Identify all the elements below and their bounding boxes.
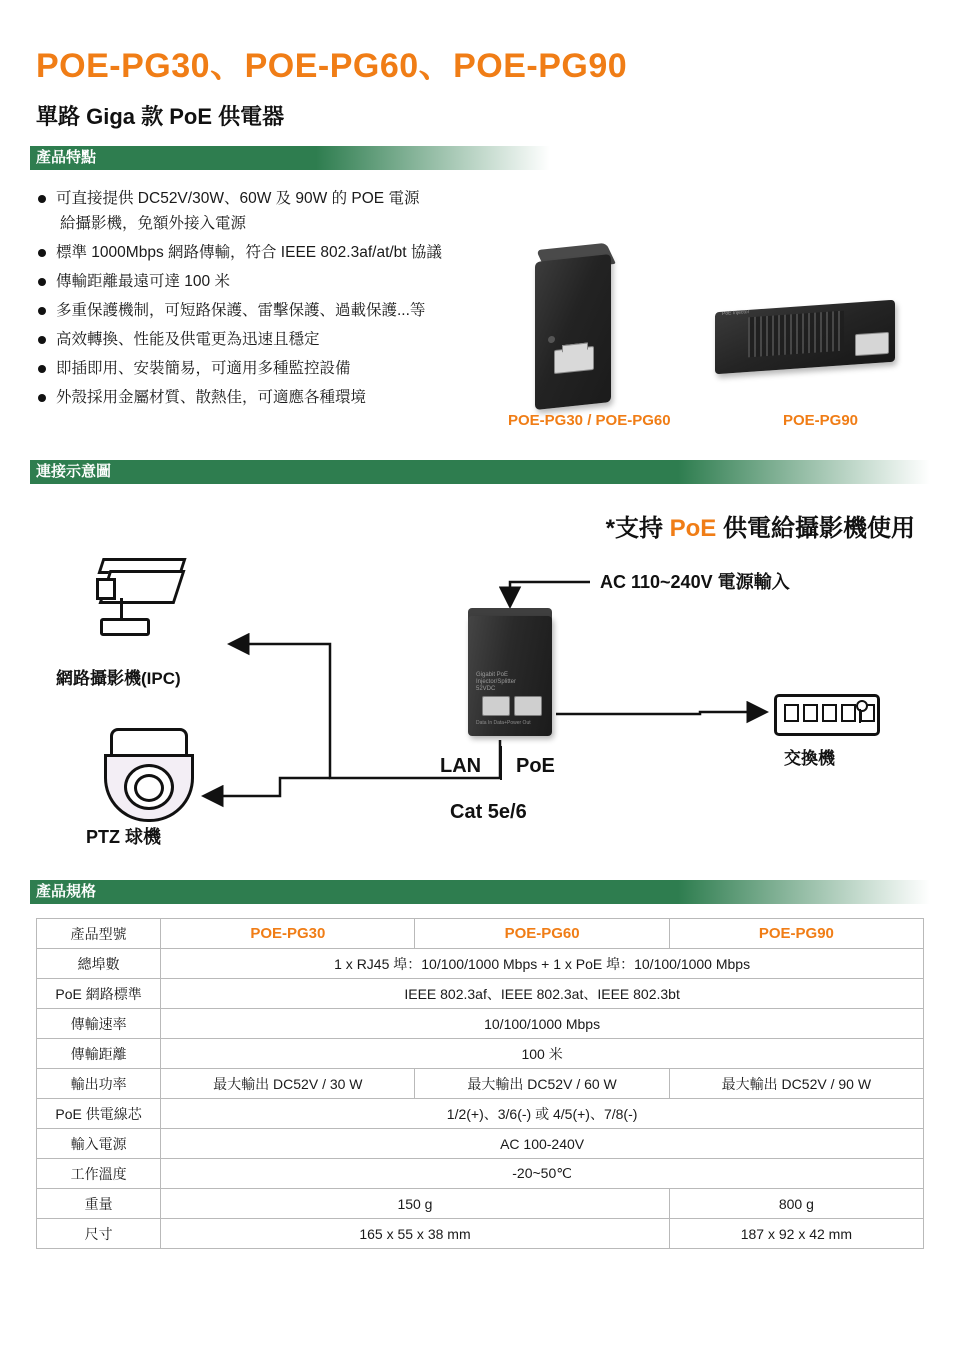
ptz-lens-inner-icon: [134, 774, 164, 802]
table-cell: 187 x 92 x 42 mm: [669, 1219, 923, 1249]
rj45-port-icon: [554, 346, 594, 374]
row-header: 總埠數: [37, 949, 161, 979]
table-row: [37, 1009, 924, 1039]
table-cell: -20~50℃: [161, 1159, 924, 1189]
camera-lens-icon: [96, 578, 116, 600]
row-header: 產品型號: [37, 919, 161, 949]
list-item: [36, 385, 506, 410]
label-poe-port: PoE: [516, 755, 555, 777]
table-cell: POE-PG90: [669, 919, 923, 949]
table-row: [37, 1189, 924, 1219]
feature-line: 可直接提供 DC52V/30W、60W 及 90W 的 POE 電源: [56, 190, 420, 207]
table-cell: 最大輸出 DC52V / 60 W: [415, 1069, 669, 1099]
feature-line: 高效轉換、性能及供電更為迅速且穩定: [56, 331, 320, 348]
section-header-spec: 產品規格: [30, 880, 930, 904]
table-row: [37, 949, 924, 979]
poe-injector-small-image: [535, 254, 611, 410]
table-cell: 100 米: [161, 1039, 924, 1069]
feature-line-cont: 給攝影機，免額外接入電源: [60, 215, 247, 232]
label-lan-port: LAN: [440, 755, 482, 777]
table-row: [37, 919, 924, 949]
diagram-title-prefix: *支持: [605, 515, 670, 542]
product-photo-group: [500, 240, 930, 440]
list-item: [36, 240, 506, 265]
feature-line: 多重保護機制，可短路保護、雷擊保護、過載保護...等: [56, 302, 426, 319]
device-label: PoE Injector: [722, 309, 750, 317]
table-row: [37, 1129, 924, 1159]
row-header: 輸入電源: [37, 1129, 161, 1159]
lan-port-icon: [482, 696, 510, 716]
camera-base-icon: [100, 618, 150, 636]
table-cell: 150 g: [161, 1189, 670, 1219]
camera-arm-icon: [120, 598, 123, 620]
list-item: [36, 269, 506, 294]
label-divider: [500, 746, 502, 780]
row-header: PoE 供電線芯: [37, 1099, 161, 1129]
label-ac-input: AC 110~240V 電源輸入: [600, 572, 790, 592]
injector-silk-text: [476, 672, 516, 693]
diagram-title-suffix: 供電給攝影機使用: [716, 515, 915, 542]
product-caption-right: POE-PG90: [783, 412, 859, 429]
table-cell: AC 100-240V: [161, 1129, 924, 1159]
feature-line: 傳輸距離最遠可達 100 米: [56, 273, 230, 290]
heatsink-fins-icon: [748, 311, 844, 358]
connection-diagram: [0, 496, 960, 866]
switch-antenna-icon: [856, 700, 868, 712]
label-switch: 交換機: [784, 749, 835, 768]
table-cell: POE-PG60: [415, 919, 669, 949]
section-header-features: 產品特點: [30, 146, 550, 170]
row-header: 傳輸距離: [37, 1039, 161, 1069]
feature-list: [36, 186, 506, 414]
product-caption-left: POE-PG30 / POE-PG60: [508, 412, 671, 429]
table-cell: 800 g: [669, 1189, 923, 1219]
label-ptz-camera: PTZ 球機: [86, 827, 161, 847]
row-header: 傳輸速率: [37, 1009, 161, 1039]
table-cell: POE-PG30: [161, 919, 415, 949]
table-cell: 1/2(+)、3/6(-) 或 4/5(+)、7/8(-): [161, 1099, 924, 1129]
poe-port-icon: [514, 696, 542, 716]
row-header: 輸出功率: [37, 1069, 161, 1099]
table-cell: 1 x RJ45 埠：10/100/1000 Mbps + 1 x PoE 埠：10/100/1000 Mbps: [161, 949, 924, 979]
injector-port-silk: Data In Data+Power Out: [476, 720, 531, 726]
row-header: 工作溫度: [37, 1159, 161, 1189]
table-row: [37, 1159, 924, 1189]
list-item: [36, 327, 506, 352]
list-item: [36, 356, 506, 381]
table-cell: 最大輸出 DC52V / 90 W: [669, 1069, 923, 1099]
row-header: 重量: [37, 1189, 161, 1219]
injector-text-2: Injector/Splitter: [476, 679, 517, 685]
rj45-port-icon: [855, 332, 889, 356]
injector-text-1: Gigabit PoE: [476, 672, 509, 678]
page-subtitle: 單路 Giga 款 PoE 供電器: [36, 104, 285, 129]
section-header-diagram: 連接示意圖: [30, 460, 930, 484]
list-item: [36, 298, 506, 323]
injector-text-3: 52VDC: [476, 686, 496, 692]
table-cell: 最大輸出 DC52V / 30 W: [161, 1069, 415, 1099]
feature-line: 外殼採用金屬材質、散熱佳，可適應各種環境: [56, 389, 367, 406]
diagram-title-poe: PoE: [669, 515, 717, 542]
feature-line: 即插即用、安裝簡易，可適用多種監控設備: [56, 360, 351, 377]
table-row: [37, 1099, 924, 1129]
label-ip-camera: 網路攝影機(IPC): [56, 669, 181, 688]
table-row: [37, 1069, 924, 1099]
list-item: [36, 186, 506, 236]
feature-line: 標準 1000Mbps 網路傳輸，符合 IEEE 802.3af/at/bt 協議: [56, 244, 442, 261]
spec-table: [36, 918, 924, 1249]
table-cell: 10/100/1000 Mbps: [161, 1009, 924, 1039]
row-header: PoE 網路標準: [37, 979, 161, 1009]
label-cable-type: Cat 5e/6: [450, 801, 527, 823]
table-row: [37, 1219, 924, 1249]
table-row: [37, 979, 924, 1009]
table-cell: 165 x 55 x 38 mm: [161, 1219, 670, 1249]
table-cell: IEEE 802.3af、IEEE 802.3at、IEEE 802.3bt: [161, 979, 924, 1009]
row-header: 尺寸: [37, 1219, 161, 1249]
table-row: [37, 1039, 924, 1069]
page-title: POE-PG30、POE-PG60、POE-PG90: [36, 47, 628, 85]
